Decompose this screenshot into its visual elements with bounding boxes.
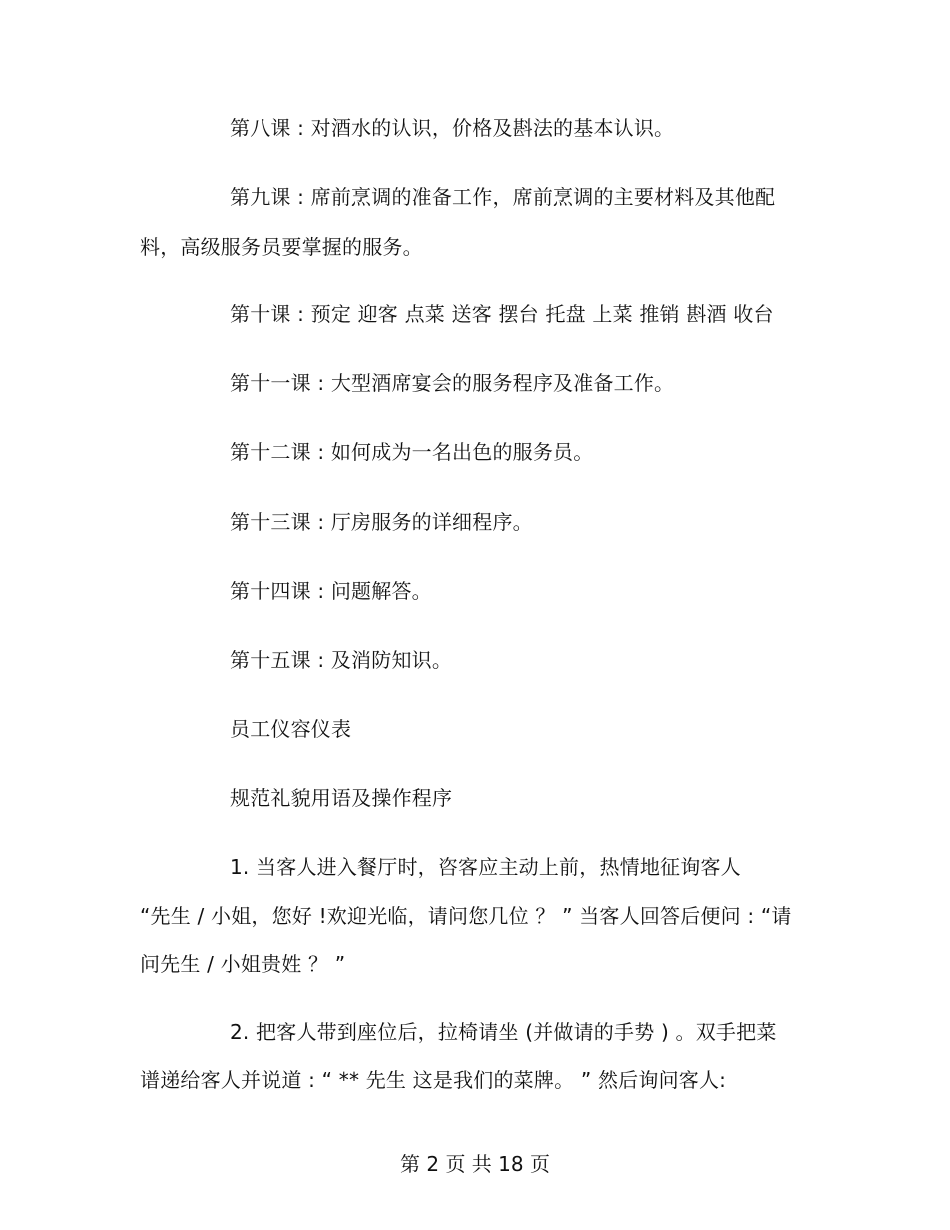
lesson-9-line: 第九课 : 席前烹调的准备工作，席前烹调的主要材料及其他配 — [230, 185, 776, 209]
item-1-continuation-b: 问先生 / 小姐贵姓 ？ ” — [140, 952, 346, 976]
lesson-10-line: 第十课 : 预定 迎客 点菜 送客 摆台 托盘 上菜 推销 斟酒 收台 — [230, 302, 774, 326]
item-2-line: 2. 把客人带到座位后，拉椅请坐 (并做请的手势 ) 。双手把菜 — [230, 1020, 777, 1044]
page-number-footer: 第 2 页 共 18 页 — [400, 1152, 550, 1176]
lesson-13-line: 第十三课 : 厅房服务的详细程序。 — [230, 510, 533, 534]
lesson-14-line: 第十四课 : 问题解答。 — [230, 579, 432, 603]
section-heading-appearance: 员工仪容仪表 — [230, 717, 352, 741]
section-heading-etiquette: 规范礼貌用语及操作程序 — [230, 786, 453, 810]
lesson-12-line: 第十二课 : 如何成为一名出色的服务员。 — [230, 440, 594, 464]
item-2-continuation: 谱递给客人并说道 : “ ** 先生 这是我们的菜牌。 ” 然后询问客人: — [140, 1068, 727, 1092]
lesson-11-line: 第十一课 : 大型酒席宴会的服务程序及准备工作。 — [230, 371, 675, 395]
item-1-continuation-a: “先生 / 小姐，您好 !欢迎光临，请问您几位 ？ ” 当客人回答后便问 : “请 — [140, 904, 792, 928]
item-1-line: 1. 当客人进入餐厅时，咨客应主动上前，热情地征询客人 — [230, 855, 741, 879]
lesson-9-continuation: 料，高级服务员要掌握的服务。 — [140, 235, 423, 259]
lesson-8-line: 第八课 : 对酒水的认识，价格及斟法的基本认识。 — [230, 116, 675, 140]
lesson-15-line: 第十五课 : 及消防知识。 — [230, 648, 453, 672]
